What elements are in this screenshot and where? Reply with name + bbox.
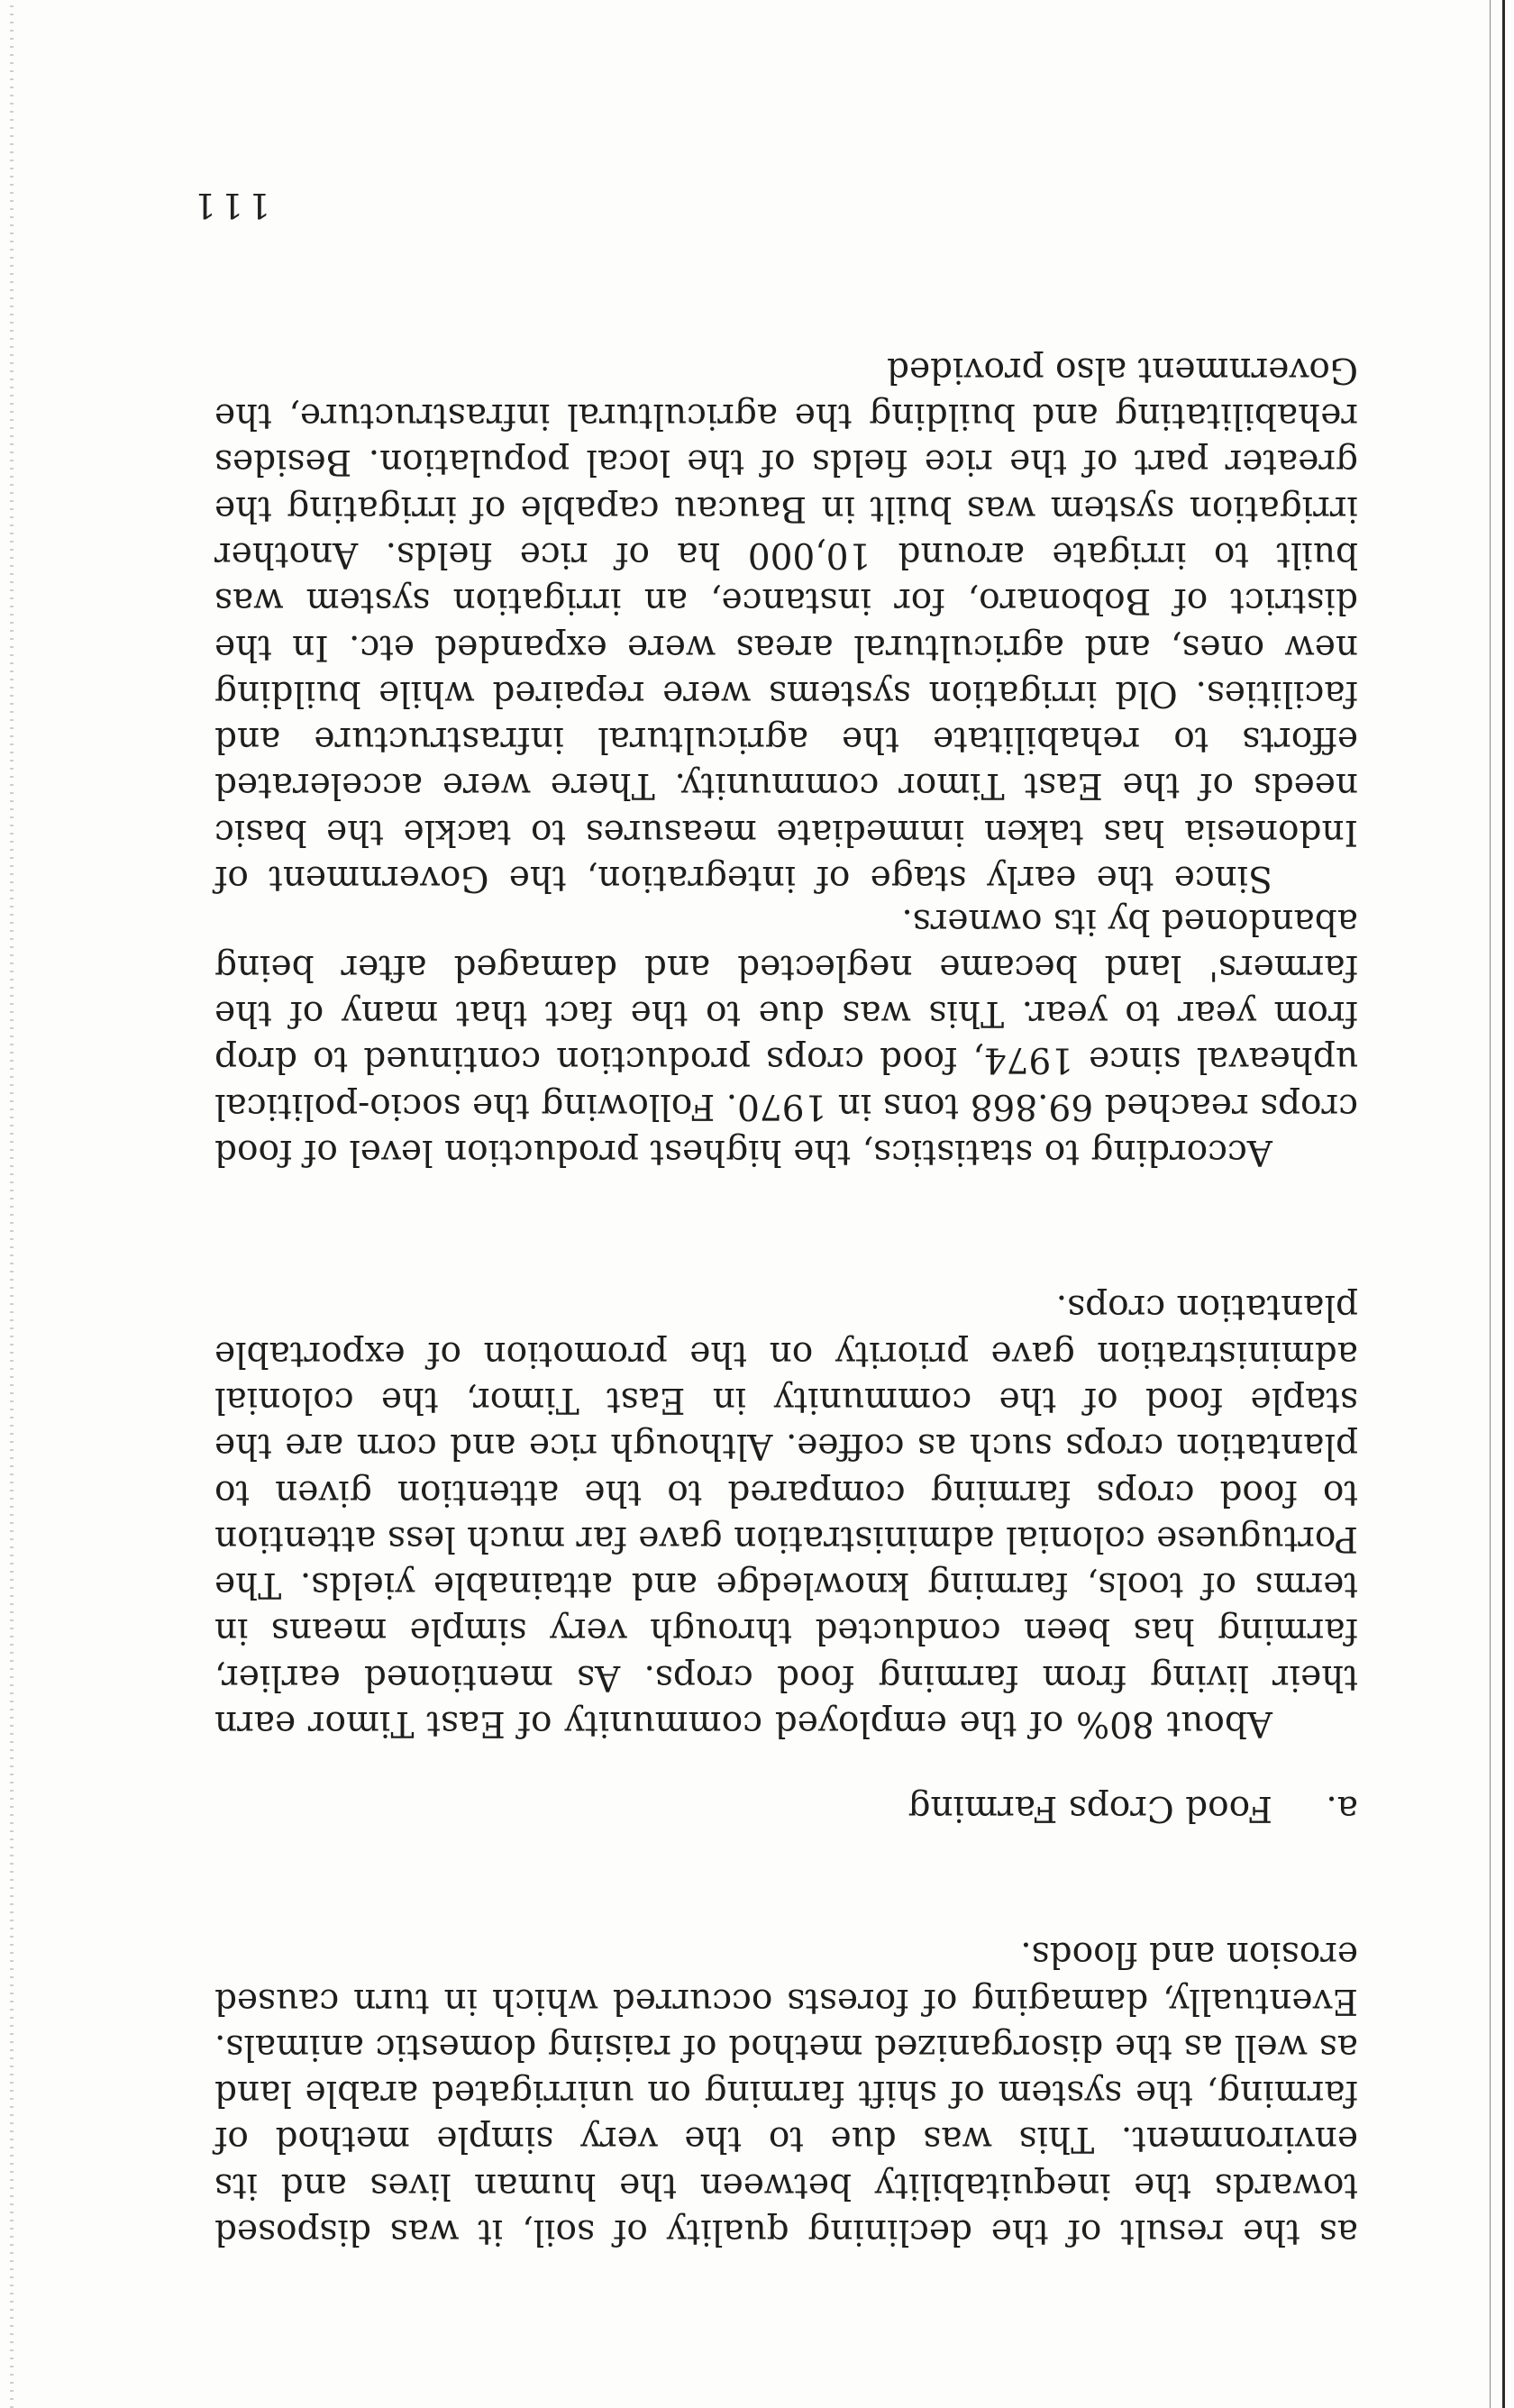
paragraph-continued: as the result of the declining quality of soil, it was disposed towards the inequitability between the human lives and its environment. This was due to the very simple method of farming, the system of shift farming on unirrigated arable land as well as the disorganized method of raising domestic animals. Eventually, damaging of forests occurred which in turn caused erosion and floods. xyxy=(214,1934,1358,2252)
section-heading xyxy=(908,1785,1358,1831)
paragraph-integration: Since the early stage of integration, the Government of Indonesia has taken immediate measures to tackle the basic needs of the East Timor community. There were accelerated efforts to rehabilitate the agricultural infrastructure and facilities. Old irrigation systems were repaired while building new ones, and agricultural areas were expanded etc. In the district of Bobonaro, for instance, an irrigation system was built to irrigate around 10,000 ha of rice fields. Another irrigation system was built in Baucau capable of irrigating the greater part of the rice fields of the local population. Besides rehabilitating and building the agricultural infrastructure, the Government also provided xyxy=(214,349,1358,898)
binding-edge-shadow xyxy=(1490,0,1491,2408)
paragraph-statistics: According to statistics, the highest production level of food crops reached 69.868 tons in 1970. Following the socio-political upheaval since 1974, food crops production continued to drop from year to year. This was due to the fact that many of the farmers' land became neglected and damaged after being abandoned by its owners. xyxy=(214,900,1358,1172)
section-title: Food Crops Farming xyxy=(907,1788,1272,1829)
scan-edge-noise xyxy=(10,0,14,2408)
binding-edge xyxy=(1502,0,1505,2408)
page-number: 111 xyxy=(188,186,270,225)
paragraph-employment: About 80% of the employed community of East Timor earn their living from farming food crops. As mentioned earlier, farming has been conducted through very simple means in terms of tools, farming knowledge and attainable yields. The Portuguese colonial administration gave far much less attention to food crops farming compared to the attention given to plantation crops such as coffee. Although rice and corn are the staple food of the community in East Timor, the colonial administration gave priority on the promotion of exportable plantation crops. xyxy=(214,1287,1358,1744)
section-letter: a. xyxy=(1326,1788,1358,1829)
